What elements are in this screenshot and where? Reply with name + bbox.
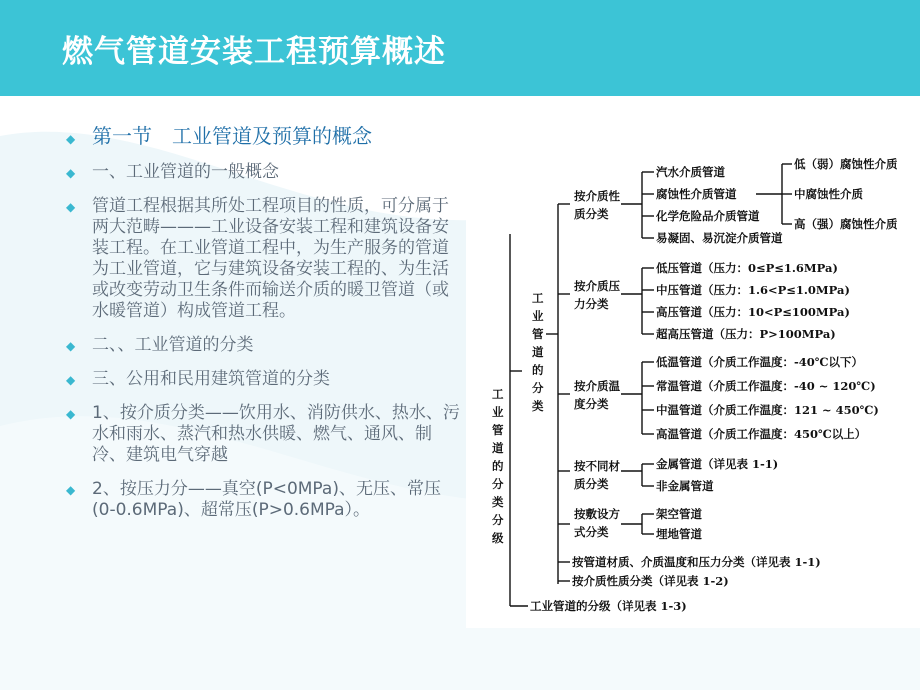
group-label: 力分类 <box>574 297 609 311</box>
root-char: 分 <box>492 477 504 491</box>
root-char: 工 <box>492 387 504 401</box>
root-char: 管 <box>492 423 504 437</box>
diamond-bullet-icon: ◆ <box>66 166 76 180</box>
diagram-subitem: 低（弱）腐蚀性介质 <box>794 157 898 171</box>
diamond-bullet-icon: ◆ <box>66 483 76 497</box>
bullet-text: 管道工程根据其所处工程项目的性质，可分属于两大范畴———工业设备安装工程和建筑设备安装工程。在工业管道工程中，为生产服务的管道为工业管道，它与建筑设备安装工程的、为生活或改变劳动卫生条件而输送介质的暖卫管道（或水暖管道）构成管道工程。 <box>92 196 449 321</box>
diagram-item: 常温管道（介质工作温度：-40 ~ 120℃) <box>656 379 876 393</box>
group-label: 按介质性 <box>574 189 620 203</box>
root-char: 级 <box>492 531 504 545</box>
branch-char: 分 <box>532 381 544 395</box>
group-label: 按敷设方 <box>574 507 620 521</box>
classification-diagram <box>466 136 920 628</box>
root-char: 业 <box>492 405 504 419</box>
branch-char: 道 <box>532 345 544 359</box>
bullet-text: 三、公用和民用建筑管道的分类 <box>92 369 330 389</box>
diagram-item: 中压管道（压力：1.6<P≤1.0MPa) <box>656 283 850 297</box>
diamond-bullet-icon: ◆ <box>66 200 76 214</box>
root-char: 道 <box>492 441 504 455</box>
diamond-bullet-icon: ◆ <box>66 339 76 353</box>
diagram-item: 化学危险品介质管道 <box>656 209 760 223</box>
bullet-item <box>64 479 464 521</box>
group-material <box>574 457 778 493</box>
branch-label <box>532 291 544 413</box>
diagram-item: 高压管道（压力：10<P≤100MPa) <box>656 305 850 319</box>
bullet-item <box>64 196 464 322</box>
group-temperature <box>574 355 879 441</box>
branch-char: 的 <box>532 363 544 377</box>
section-heading <box>64 124 464 148</box>
root-char: 的 <box>492 459 504 473</box>
diagram-item: 腐蚀性介质管道 <box>656 187 737 201</box>
diamond-bullet-icon: ◆ <box>66 132 76 146</box>
bullet-text: 第一节 工业管道及预算的概念 <box>92 124 372 148</box>
slide-title: 燃气管道安装工程预算概述 <box>62 34 446 70</box>
bullet-text: 一、工业管道的一般概念 <box>92 162 279 182</box>
diagram-subitem: 中腐蚀性介质 <box>794 187 863 201</box>
diagram-extra-item: 按介质性质分类（详见表 1-2) <box>572 574 729 588</box>
bullet-item <box>64 162 464 183</box>
group-label: 质分类 <box>574 477 609 491</box>
bullet-item <box>64 403 464 466</box>
bullet-text: 2、按压力分——真空(P<0MPa)、无压、常压(0-0.6MPa)、超常压(P>0.6MPa）。 <box>92 479 441 520</box>
diagram-item: 金属管道（详见表 1-1) <box>656 457 779 471</box>
group-medium-nature <box>574 157 898 245</box>
diagram-item: 高温管道（介质工作温度：450℃以上） <box>656 427 867 441</box>
diagram-item: 低温管道（介质工作温度：-40℃以下） <box>656 355 864 369</box>
bullet-item <box>64 369 464 390</box>
group-pressure <box>574 261 850 341</box>
group-label: 式分类 <box>574 525 609 539</box>
bullet-text: 二、、工业管道的分类 <box>92 335 254 355</box>
diagram-item: 易凝固、易沉淀介质管道 <box>656 231 783 245</box>
diagram-extra-item: 按管道材质、介质温度和压力分类（详见表 1-1) <box>572 555 821 569</box>
diamond-bullet-icon: ◆ <box>66 373 76 387</box>
diagram-item: 超高压管道（压力：P>100MPa) <box>656 327 836 341</box>
diagram-grading: 工业管道的分级（详见表 1-3) <box>530 599 687 613</box>
bullet-list <box>64 124 464 534</box>
bullet-item <box>64 335 464 356</box>
branch-char: 工 <box>532 291 544 305</box>
group-label: 按不同材 <box>574 459 620 473</box>
diagram-subitem: 高（强）腐蚀性介质 <box>794 217 898 231</box>
diagram-item: 架空管道 <box>656 507 702 521</box>
diagram-item: 低压管道（压力：0≤P≤1.6MPa) <box>656 261 838 275</box>
root-char: 分 <box>492 513 504 527</box>
branch-char: 类 <box>532 399 544 413</box>
diamond-bullet-icon: ◆ <box>66 407 76 421</box>
branch-char: 业 <box>532 309 544 323</box>
branch-char: 管 <box>532 327 544 341</box>
title-bar <box>0 0 920 96</box>
bullet-text: 1、按介质分类——饮用水、消防供水、热水、污水和雨水、蒸汽和热水供暖、燃气、通风、制冷、建筑电气穿越 <box>92 403 460 465</box>
classification-tree <box>466 136 920 628</box>
group-label: 质分类 <box>574 207 609 221</box>
group-label: 度分类 <box>574 397 609 411</box>
group-label: 按介质温 <box>574 379 620 393</box>
root-char: 类 <box>492 495 504 509</box>
diagram-item: 非金属管道 <box>656 479 714 493</box>
diagram-item: 埋地管道 <box>656 527 702 541</box>
group-label: 按介质压 <box>574 279 620 293</box>
root-label <box>492 387 504 545</box>
diagram-item: 汽水介质管道 <box>656 165 725 179</box>
diagram-item: 中温管道（介质工作温度：121 ~ 450℃) <box>656 403 879 417</box>
